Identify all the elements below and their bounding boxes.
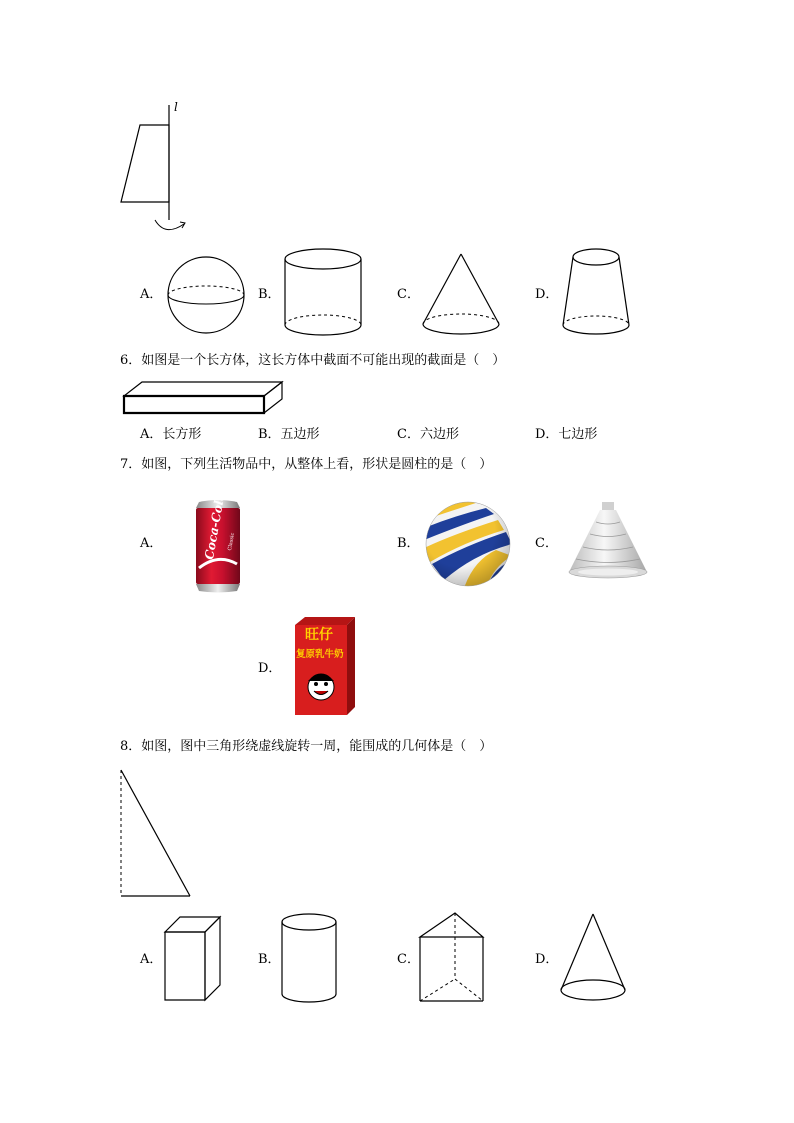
q6-option-d[interactable]: D．七边形 xyxy=(535,427,598,442)
coke-can-image xyxy=(193,491,243,594)
can-small-text: Classic xyxy=(227,532,237,552)
q8-option-d[interactable]: D． xyxy=(535,952,559,967)
q5-figure xyxy=(110,95,210,235)
triangle-figure xyxy=(118,768,198,902)
q8-option-c[interactable]: C． xyxy=(397,952,420,967)
q5-option-a[interactable]: A． xyxy=(140,287,163,302)
trapezoid-rotation-figure xyxy=(110,95,210,235)
q7-stem: 7．如图，下列生活物品中，从整体上看，形状是圆柱的是（ ） xyxy=(120,457,493,472)
q5-option-d[interactable]: D． xyxy=(535,287,559,302)
q8-option-b[interactable]: B． xyxy=(258,952,281,967)
q6-option-b[interactable]: B．五边形 xyxy=(258,427,320,442)
q6-option-a[interactable]: A．长方形 xyxy=(140,427,202,442)
q6-option-c[interactable]: C．六边形 xyxy=(397,427,459,442)
triangular-prism-figure xyxy=(417,911,487,1005)
q8-stem: 8．如图，图中三角形绕虚线旋转一周，能围成的几何体是（ ） xyxy=(120,739,493,754)
milk-name-text: 复原乳牛奶 xyxy=(296,649,344,660)
q6-stem: 6．如图是一个长方体，这长方体中截面不可能出现的截面是（ ） xyxy=(120,353,506,368)
q7-option-b[interactable]: B． xyxy=(397,536,420,551)
cone-figure xyxy=(420,252,502,338)
sphere-figure xyxy=(164,256,248,336)
cone-figure-2 xyxy=(558,912,630,1006)
volleyball-image xyxy=(424,500,512,588)
milk-box-image xyxy=(291,615,357,717)
q7-option-c[interactable]: C． xyxy=(535,536,558,551)
cylinder-figure xyxy=(283,247,365,339)
axis-label: l xyxy=(174,100,178,114)
q7-option-d[interactable]: D． xyxy=(258,661,282,676)
lampshade-image xyxy=(566,500,650,584)
can-brand-text: Coca-Cola xyxy=(201,491,228,561)
cuboid-figure xyxy=(122,380,288,416)
q5-option-c[interactable]: C． xyxy=(397,287,420,302)
q7-option-a[interactable]: A． xyxy=(140,536,163,551)
rectangular-prism-figure xyxy=(162,914,224,1004)
frustum-figure xyxy=(560,247,634,339)
q5-option-b[interactable]: B． xyxy=(258,287,281,302)
cylinder-figure-2 xyxy=(280,912,340,1008)
milk-brand-text: 旺仔 xyxy=(305,627,333,643)
q8-option-a[interactable]: A． xyxy=(140,952,163,967)
